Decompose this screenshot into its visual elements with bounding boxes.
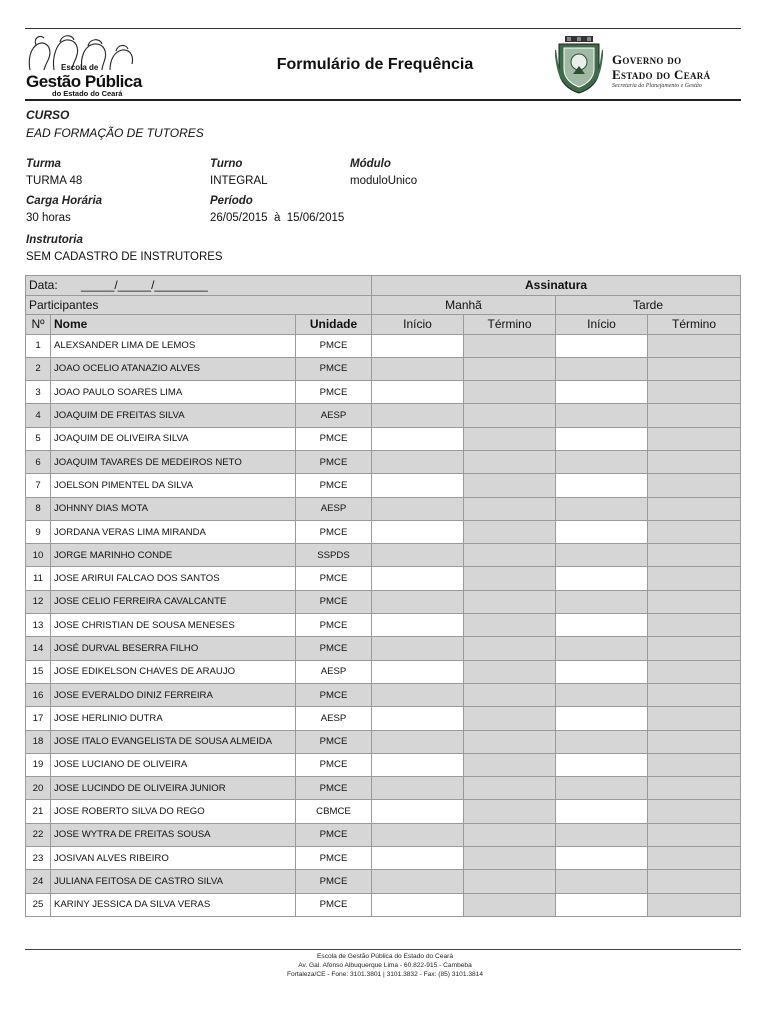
col-manha-termino-header: Término — [464, 315, 556, 335]
participant-name: JOSE LUCINDO DE OLIVEIRA JUNIOR — [51, 777, 296, 800]
signature-cell-tarde-inicio[interactable] — [556, 381, 648, 404]
participant-unidade: PMCE — [296, 683, 372, 706]
row-number: 9 — [26, 520, 51, 543]
signature-cell-tarde-termino[interactable] — [648, 683, 741, 706]
signature-cell-tarde-termino[interactable] — [648, 567, 741, 590]
participant-unidade: PMCE — [296, 777, 372, 800]
participant-unidade: PMCE — [296, 870, 372, 893]
table-row — [26, 381, 741, 404]
row-number: 18 — [26, 730, 51, 753]
signature-cell-tarde-termino[interactable] — [648, 381, 741, 404]
table-row — [26, 870, 741, 893]
governo-ceara-logo — [612, 52, 710, 89]
participant-name: JOSE EVERALDO DINIZ FERREIRA — [51, 683, 296, 706]
signature-cell-manha-inicio[interactable] — [372, 847, 464, 870]
col-unidade-header: Unidade — [296, 315, 372, 335]
signature-cell-manha-inicio[interactable] — [372, 497, 464, 520]
participant-unidade: PMCE — [296, 893, 372, 916]
periodo-label: Período — [210, 195, 253, 207]
participant-unidade: PMCE — [296, 427, 372, 450]
signature-cell-manha-termino[interactable] — [464, 847, 556, 870]
signature-cell-manha-termino[interactable] — [464, 823, 556, 846]
participant-unidade: PMCE — [296, 334, 372, 357]
participant-name: JOSE CHRISTIAN DE SOUSA MENESES — [51, 614, 296, 637]
table-row — [26, 544, 741, 567]
table-row — [26, 660, 741, 683]
participant-unidade: SSPDS — [296, 544, 372, 567]
participant-name: JOAO OCELIO ATANAZIO ALVES — [51, 357, 296, 380]
signature-cell-tarde-termino[interactable] — [648, 520, 741, 543]
participant-unidade: PMCE — [296, 637, 372, 660]
signature-cell-tarde-inicio[interactable] — [556, 567, 648, 590]
participant-unidade: AESP — [296, 497, 372, 520]
attendance-table — [25, 275, 741, 917]
participant-name: KARINY JESSICA DA SILVA VERAS — [51, 893, 296, 916]
table-row — [26, 730, 741, 753]
signature-cell-tarde-inicio[interactable] — [556, 660, 648, 683]
row-number: 19 — [26, 753, 51, 776]
table-row — [26, 893, 741, 916]
signature-cell-tarde-inicio[interactable] — [556, 683, 648, 706]
participant-name: JOSE ROBERTO SILVA DO REGO — [51, 800, 296, 823]
signature-cell-manha-termino[interactable] — [464, 870, 556, 893]
table-row — [26, 334, 741, 357]
row-number: 10 — [26, 544, 51, 567]
row-number: 3 — [26, 381, 51, 404]
row-number: 20 — [26, 777, 51, 800]
row-number: 7 — [26, 474, 51, 497]
signature-cell-tarde-inicio[interactable] — [556, 427, 648, 450]
signature-cell-tarde-inicio[interactable] — [556, 893, 648, 916]
signature-cell-tarde-termino[interactable] — [648, 870, 741, 893]
signature-cell-manha-inicio[interactable] — [372, 381, 464, 404]
modulo-value: moduloUnico — [350, 175, 418, 187]
modulo-label: Módulo — [350, 158, 391, 170]
gov-logo-line2: Estado do Ceará — [612, 67, 711, 82]
signature-cell-tarde-inicio[interactable] — [556, 404, 648, 427]
signature-cell-manha-inicio[interactable] — [372, 707, 464, 730]
signature-cell-tarde-termino[interactable] — [648, 334, 741, 357]
footer-line1: Escola de Gestão Pública do Estado do Ceará — [317, 953, 453, 960]
row-number: 6 — [26, 450, 51, 473]
carga-horaria-label: Carga Horária — [26, 195, 103, 207]
signature-cell-tarde-termino[interactable] — [648, 404, 741, 427]
signature-cell-manha-inicio[interactable] — [372, 357, 464, 380]
signature-cell-tarde-termino[interactable] — [648, 707, 741, 730]
signature-cell-tarde-inicio[interactable] — [556, 823, 648, 846]
signature-cell-manha-termino[interactable] — [464, 800, 556, 823]
signature-cell-manha-termino[interactable] — [464, 893, 556, 916]
table-row — [26, 637, 741, 660]
row-number: 22 — [26, 823, 51, 846]
signature-cell-manha-termino[interactable] — [464, 660, 556, 683]
table-row — [26, 357, 741, 380]
signature-cell-manha-termino[interactable] — [464, 334, 556, 357]
signature-cell-tarde-termino[interactable] — [648, 544, 741, 567]
signature-cell-tarde-inicio[interactable] — [556, 753, 648, 776]
row-number: 15 — [26, 660, 51, 683]
row-number: 12 — [26, 590, 51, 613]
participant-name: JOSÉ DURVAL BESERRA FILHO — [51, 637, 296, 660]
signature-cell-manha-termino[interactable] — [464, 567, 556, 590]
participant-name: JOSE EDIKELSON CHAVES DE ARAUJO — [51, 660, 296, 683]
signature-cell-tarde-inicio[interactable] — [556, 334, 648, 357]
row-number: 21 — [26, 800, 51, 823]
row-number: 5 — [26, 427, 51, 450]
signature-cell-tarde-inicio[interactable] — [556, 777, 648, 800]
signature-cell-manha-termino[interactable] — [464, 707, 556, 730]
signature-cell-manha-inicio[interactable] — [372, 520, 464, 543]
signature-cell-manha-inicio[interactable] — [372, 893, 464, 916]
signature-cell-tarde-inicio[interactable] — [556, 520, 648, 543]
signature-cell-manha-inicio[interactable] — [372, 404, 464, 427]
signature-cell-manha-inicio[interactable] — [372, 870, 464, 893]
signature-cell-manha-inicio[interactable] — [372, 637, 464, 660]
signature-cell-manha-termino[interactable] — [464, 614, 556, 637]
signature-cell-manha-inicio[interactable] — [372, 800, 464, 823]
participant-name: JOSIVAN ALVES RIBEIRO — [51, 847, 296, 870]
signature-cell-manha-inicio[interactable] — [372, 427, 464, 450]
row-number: 1 — [26, 334, 51, 357]
curso-label: CURSO — [26, 108, 70, 122]
participant-unidade: PMCE — [296, 357, 372, 380]
table-row — [26, 590, 741, 613]
participant-unidade: AESP — [296, 404, 372, 427]
col-tarde-inicio-header: Início — [556, 315, 648, 335]
instrutoria-value: SEM CADASTRO DE INSTRUTORES — [26, 251, 223, 263]
signature-cell-tarde-termino[interactable] — [648, 730, 741, 753]
participant-name: JOSE ITALO EVANGELISTA DE SOUSA ALMEIDA — [51, 730, 296, 753]
signature-cell-tarde-termino[interactable] — [648, 753, 741, 776]
footer-line2: Av. Gal. Afonso Albuquerque Lima - 60.822-915 - Cambeba — [298, 962, 472, 969]
signature-cell-tarde-inicio[interactable] — [556, 497, 648, 520]
participant-name: JOSE LUCIANO DE OLIVEIRA — [51, 753, 296, 776]
participant-unidade: AESP — [296, 707, 372, 730]
signature-cell-manha-inicio[interactable] — [372, 660, 464, 683]
signature-cell-tarde-inicio[interactable] — [556, 357, 648, 380]
signature-cell-manha-termino[interactable] — [464, 520, 556, 543]
signature-cell-tarde-termino[interactable] — [648, 357, 741, 380]
row-number: 8 — [26, 497, 51, 520]
tarde-header: Tarde — [556, 295, 741, 315]
row-number: 13 — [26, 614, 51, 637]
table-row — [26, 450, 741, 473]
gov-logo-line1: Governo do — [612, 52, 682, 67]
col-manha-inicio-header: Início — [372, 315, 464, 335]
row-number: 16 — [26, 683, 51, 706]
signature-cell-tarde-termino[interactable] — [648, 777, 741, 800]
signature-cell-manha-termino[interactable] — [464, 474, 556, 497]
table-row — [26, 847, 741, 870]
turno-value: INTEGRAL — [210, 175, 268, 187]
table-row — [26, 567, 741, 590]
table-header-row-date — [26, 276, 741, 296]
header-bottom-rule — [25, 99, 741, 101]
col-num-header: Nº — [26, 315, 51, 335]
signature-cell-manha-termino[interactable] — [464, 544, 556, 567]
page-title: Formulário de Frequência — [276, 56, 474, 73]
table-header-row-columns — [26, 315, 741, 335]
signature-cell-tarde-inicio[interactable] — [556, 870, 648, 893]
signature-cell-manha-termino[interactable] — [464, 590, 556, 613]
curso-value: EAD FORMAÇÃO DE TUTORES — [26, 126, 204, 140]
table-row — [26, 614, 741, 637]
signature-cell-manha-termino[interactable] — [464, 637, 556, 660]
signature-cell-manha-inicio[interactable] — [372, 730, 464, 753]
signature-cell-manha-inicio[interactable] — [372, 544, 464, 567]
signature-cell-tarde-termino[interactable] — [648, 847, 741, 870]
signature-cell-tarde-inicio[interactable] — [556, 847, 648, 870]
table-header-row-periods — [26, 295, 741, 315]
ceara-state-seal-icon — [555, 36, 603, 94]
signature-cell-manha-inicio[interactable] — [372, 334, 464, 357]
signature-cell-tarde-inicio[interactable] — [556, 637, 648, 660]
participant-name: JOAQUIM TAVARES DE MEDEIROS NETO — [51, 450, 296, 473]
table-row — [26, 427, 741, 450]
signature-cell-tarde-inicio[interactable] — [556, 544, 648, 567]
signature-cell-manha-termino[interactable] — [464, 427, 556, 450]
signature-cell-manha-inicio[interactable] — [372, 474, 464, 497]
participant-name: JOAQUIM DE OLIVEIRA SILVA — [51, 427, 296, 450]
periodo-value: 26/05/2015 à 15/06/2015 — [210, 212, 345, 224]
participant-name: JORGE MARINHO CONDE — [51, 544, 296, 567]
logo-text-escola: Escola de — [61, 63, 99, 72]
signature-cell-tarde-termino[interactable] — [648, 637, 741, 660]
participant-name: JOSE HERLINIO DUTRA — [51, 707, 296, 730]
participant-name: JOSE WYTRA DE FREITAS SOUSA — [51, 823, 296, 846]
participant-name: JOSE ARIRUI FALCAO DOS SANTOS — [51, 567, 296, 590]
signature-cell-manha-termino[interactable] — [464, 404, 556, 427]
date-field[interactable]: Data: _____/_____/________ — [26, 276, 372, 296]
col-tarde-termino-header: Término — [648, 315, 741, 335]
footer-line3: Fortaleza/CE - Fone: 3101.3801 | 3101.3832 - Fax: (85) 3101.3814 — [287, 971, 483, 978]
instrutoria-label: Instrutoria — [26, 234, 83, 246]
signature-cell-tarde-inicio[interactable] — [556, 614, 648, 637]
table-row — [26, 777, 741, 800]
participant-unidade: PMCE — [296, 753, 372, 776]
participant-name: JOAO PAULO SOARES LIMA — [51, 381, 296, 404]
table-row — [26, 520, 741, 543]
signature-cell-tarde-termino[interactable] — [648, 893, 741, 916]
signature-cell-manha-termino[interactable] — [464, 683, 556, 706]
participant-name: JOELSON PIMENTEL DA SILVA — [51, 474, 296, 497]
signature-cell-manha-inicio[interactable] — [372, 450, 464, 473]
signature-cell-tarde-termino[interactable] — [648, 427, 741, 450]
table-row — [26, 404, 741, 427]
footer-rule — [25, 949, 741, 950]
participant-unidade: PMCE — [296, 614, 372, 637]
signature-cell-manha-inicio[interactable] — [372, 683, 464, 706]
signature-cell-manha-termino[interactable] — [464, 497, 556, 520]
signature-cell-manha-inicio[interactable] — [372, 753, 464, 776]
signature-cell-manha-termino[interactable] — [464, 450, 556, 473]
participant-unidade: PMCE — [296, 520, 372, 543]
participant-name: JORDANA VERAS LIMA MIRANDA — [51, 520, 296, 543]
signature-cell-tarde-termino[interactable] — [648, 590, 741, 613]
participant-name: JOHNNY DIAS MOTA — [51, 497, 296, 520]
table-row — [26, 823, 741, 846]
row-number: 23 — [26, 847, 51, 870]
participant-rows — [26, 334, 741, 916]
participant-name: ALEXSANDER LIMA DE LEMOS — [51, 334, 296, 357]
signature-cell-manha-termino[interactable] — [464, 777, 556, 800]
participant-unidade: PMCE — [296, 823, 372, 846]
signature-cell-tarde-termino[interactable] — [648, 800, 741, 823]
participant-unidade: PMCE — [296, 590, 372, 613]
signature-cell-tarde-inicio[interactable] — [556, 730, 648, 753]
participant-name: JOSE CELIO FERREIRA CAVALCANTE — [51, 590, 296, 613]
gov-logo-line3: Secretaria do Planejamento e Gestão — [612, 83, 702, 89]
signature-cell-tarde-termino[interactable] — [648, 497, 741, 520]
signature-cell-manha-inicio[interactable] — [372, 590, 464, 613]
participant-unidade: PMCE — [296, 567, 372, 590]
participant-unidade: CBMCE — [296, 800, 372, 823]
participant-unidade: PMCE — [296, 381, 372, 404]
signature-cell-tarde-inicio[interactable] — [556, 474, 648, 497]
signature-cell-tarde-termino[interactable] — [648, 450, 741, 473]
col-nome-header: Nome — [51, 315, 296, 335]
signature-cell-manha-inicio[interactable] — [372, 614, 464, 637]
signature-cell-tarde-termino[interactable] — [648, 660, 741, 683]
participant-unidade: PMCE — [296, 847, 372, 870]
table-row — [26, 753, 741, 776]
signature-cell-tarde-inicio[interactable] — [556, 450, 648, 473]
row-number: 4 — [26, 404, 51, 427]
signature-cell-manha-inicio[interactable] — [372, 823, 464, 846]
turno-label: Turno — [210, 158, 243, 170]
participant-name: JULIANA FEITOSA DE CASTRO SILVA — [51, 870, 296, 893]
row-number: 2 — [26, 357, 51, 380]
table-row — [26, 707, 741, 730]
participant-unidade: PMCE — [296, 474, 372, 497]
participant-unidade: PMCE — [296, 450, 372, 473]
row-number: 24 — [26, 870, 51, 893]
participant-name: JOAQUIM DE FREITAS SILVA — [51, 404, 296, 427]
participantes-header: Participantes — [26, 295, 372, 315]
signature-cell-tarde-termino[interactable] — [648, 823, 741, 846]
signature-cell-tarde-termino[interactable] — [648, 614, 741, 637]
signature-cell-tarde-inicio[interactable] — [556, 800, 648, 823]
participant-unidade: AESP — [296, 660, 372, 683]
signature-cell-manha-inicio[interactable] — [372, 777, 464, 800]
table-row — [26, 683, 741, 706]
table-row — [26, 497, 741, 520]
assinatura-header: Assinatura — [372, 276, 741, 296]
logo-text-estado: do Estado do Ceará — [52, 89, 123, 98]
logo-text-gestao-publica: Gestão Pública — [26, 72, 142, 91]
table-row — [26, 800, 741, 823]
escola-gestao-publica-logo — [24, 32, 154, 98]
signature-cell-manha-termino[interactable] — [464, 753, 556, 776]
row-number: 17 — [26, 707, 51, 730]
signature-cell-manha-termino[interactable] — [464, 381, 556, 404]
table-row — [26, 474, 741, 497]
signature-cell-manha-inicio[interactable] — [372, 567, 464, 590]
row-number: 14 — [26, 637, 51, 660]
header-top-rule — [25, 28, 741, 29]
turma-label: Turma — [26, 158, 61, 170]
signature-cell-tarde-inicio[interactable] — [556, 707, 648, 730]
signature-cell-manha-termino[interactable] — [464, 730, 556, 753]
signature-cell-manha-termino[interactable] — [464, 357, 556, 380]
manha-header: Manhã — [372, 295, 556, 315]
signature-cell-tarde-termino[interactable] — [648, 474, 741, 497]
turma-value: TURMA 48 — [26, 175, 83, 187]
carga-horaria-value: 30 horas — [26, 212, 71, 224]
participant-unidade: PMCE — [296, 730, 372, 753]
signature-cell-tarde-inicio[interactable] — [556, 590, 648, 613]
row-number: 25 — [26, 893, 51, 916]
row-number: 11 — [26, 567, 51, 590]
